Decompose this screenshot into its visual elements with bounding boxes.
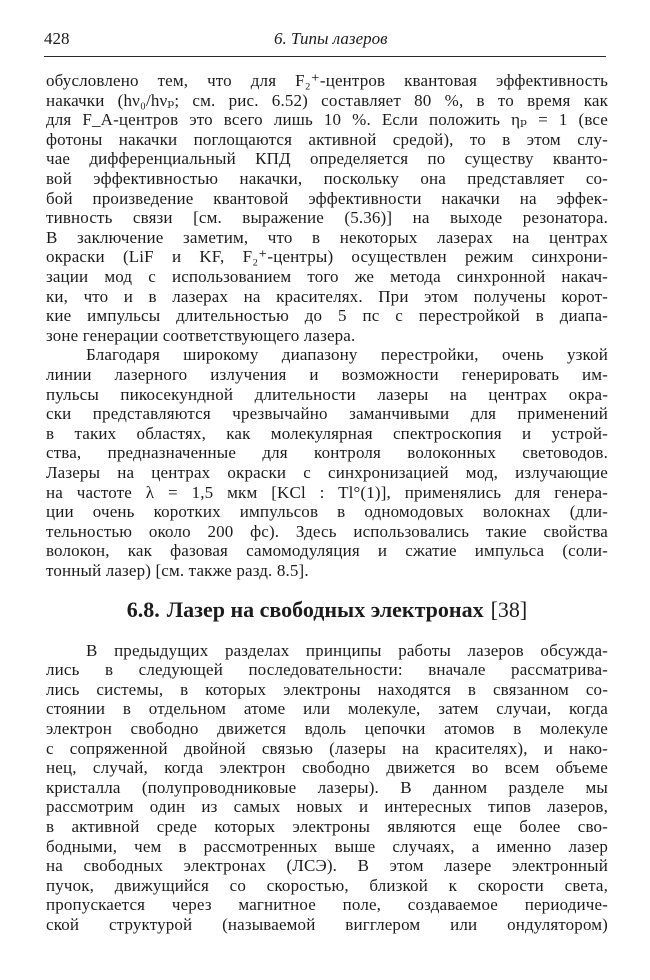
text-line: зоне генерации соответствующего лазера. [46, 325, 356, 345]
text-line: на свободных электронах (ЛСЭ). В этом лазере электронный [46, 856, 608, 876]
text-line: накачки (hν₀/hνₚ; см. рис. 6.52) составляет 80 %, в то время как [46, 90, 608, 110]
text-line: чае дифференциальный КПД определяется по существу кванто- [46, 149, 608, 169]
text-line: ски представляются чрезвычайно заманчивыми для применений [46, 404, 608, 424]
text-line: лись системы, в которых электроны находятся в связанном со- [46, 679, 608, 699]
text-line: пульсы пикосекундной длительности лазеры на центрах окра- [46, 384, 608, 404]
text-line: в таких областях, как молекулярная спектроскопия и устрой- [46, 423, 608, 443]
text-line: на частоте λ = 1,5 мкм [KCl : Tl°(1)], применялись для генера- [46, 482, 608, 502]
text-line: кристалла (полупроводниковые лазеры). В данном разделе мы [46, 777, 608, 797]
text-line: фотоны накачки поглощаются активной средой), то в этом слу- [46, 129, 608, 149]
text-line: в активной среде которых электроны являются еще более сво- [46, 817, 608, 836]
text-line: тельностью около 200 фс). Здесь использовались такие свойства [46, 521, 608, 541]
running-title: 6. Типы лазеров [274, 29, 388, 48]
section-number: 6.8. [126, 596, 160, 622]
text-line: Благодаря широкому диапазону перестройки, очень узкой [86, 345, 608, 365]
text-line: лись в следующей последовательности: вначале рассматрива- [46, 660, 608, 680]
text-line: вой эффективностью накачки, поскольку она представляет со- [46, 169, 608, 188]
text-line: волокон, как фазовая самомодуляция и сжатие импульса (соли- [46, 541, 608, 561]
text-line: ции очень коротких импульсов в одномодовых волокнах (дли- [46, 502, 608, 522]
text-line: для F_A-центров это всего лишь 10 %. Если положить ηₚ = 1 (все [46, 110, 608, 130]
text-line: тонный лазер) [см. также разд. 8.5]. [46, 561, 309, 580]
text-line: пропускается через магнитное поле, создаваемое периодиче- [46, 895, 608, 915]
text-line: ства, предназначенные для контроля волоконных световодов. [46, 443, 608, 463]
text-line: В предыдущих разделах принципы работы лазеров обсужда- [86, 640, 608, 660]
text-line: зации мод с использованием того же метода синхронной накач- [46, 267, 608, 286]
text-line: Лазеры на центрах окраски с синхронизацией мод, излучающие [46, 463, 608, 482]
text-line: кие импульсы длительностью до 5 пс с перестройкой в диапа- [46, 306, 608, 326]
section-reference: [38] [490, 596, 528, 622]
text-line: В заключение заметим, что в некоторых лазерах на центрах [46, 227, 608, 247]
text-line: линии лазерного излучения и возможности генерировать им- [46, 365, 608, 384]
text-line: пучок, движущийся со скоростью, близкой к скорости света, [46, 875, 608, 895]
page-number: 428 [44, 29, 70, 48]
text-line: ки, что и в лазерах на красителях. При этом получены корот- [46, 286, 608, 306]
text-line: с сопряженной двойной связью (лазеры на красителях), и нако- [46, 738, 608, 758]
text-line: ской структурой (называемой вигглером или ондулятором) [46, 915, 608, 934]
text-line: бодными, чем в рассмотренных выше случаях, а именно лазер [46, 836, 608, 856]
text-line: тивность связи [см. выражение (5.36)] на выходе резонатора. [46, 208, 608, 228]
text-line: стоянии в отдельном атоме или молекуле, затем случаи, когда [46, 699, 608, 719]
text-line: обусловлено тем, что для F₂⁺-центров квантовая эффективность [46, 71, 608, 90]
text-line: электрон свободно движется вдоль цепочки атомов в молекуле [46, 719, 608, 738]
text-line: нец, случай, когда электрон свободно движется во всем объеме [46, 758, 608, 778]
text-line: бой произведение квантовой эффективности накачки на эффек- [46, 188, 608, 208]
text-line: окраски (LiF и KF, F₂⁺-центры) осуществлен режим синхрони- [46, 247, 608, 267]
text-line: рассмотрим один из самых новых и интересных типов лазеров, [46, 797, 608, 817]
section-title: Лазер на свободных электронах [166, 596, 484, 622]
